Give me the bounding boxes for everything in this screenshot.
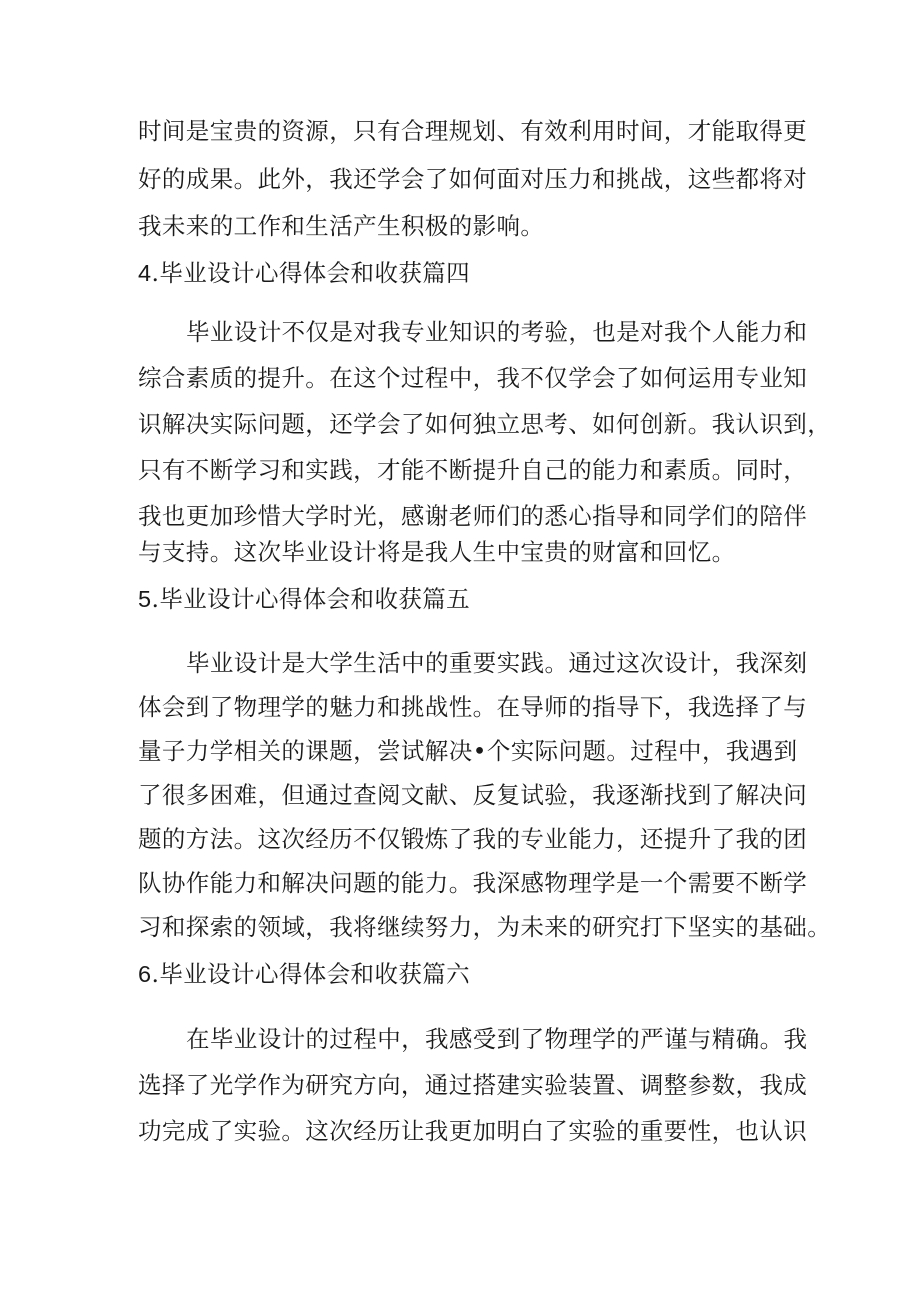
paragraph-line: 时间是宝贵的资源，只有合理规划、有效利用时间，才能取得更 [138, 117, 808, 145]
paragraph-line: 题的方法。这次经历不仅锻炼了我的专业能力，还提升了我的团 [138, 825, 808, 853]
paragraph-line: 毕业设计不仅是对我专业知识的考验，也是对我个人能力和 [186, 318, 808, 346]
paragraph-line: 我未来的工作和生活产生积极的影响。 [138, 212, 545, 240]
section-heading-4 [138, 256, 470, 290]
paragraph-line: 只有不断学习和实践，才能不断提升自己的能力和素质。同时， [138, 456, 808, 484]
paragraph-line: 毕业设计是大学生活中的重要实践。通过这次设计，我深刻 [186, 649, 808, 677]
section-title: .毕业设计心得体会和收获篇四 [151, 259, 471, 287]
paragraph-line: 了很多困难，但通过查阅文献、反复试验，我逐渐找到了解决问 [138, 781, 808, 809]
paragraph-line: 识解决实际问题，还学会了如何独立思考、如何创新。我认识到， [138, 410, 832, 438]
section-number: 5 [138, 586, 152, 612]
section-number: 4 [138, 260, 152, 286]
paragraph-line: 与支持。这次毕业设计将是我人生中宝贵的财富和回忆。 [138, 538, 736, 566]
section-number: 6 [138, 961, 152, 987]
paragraph-line: 我也更加珍惜大学时光，感谢老师们的悉心指导和同学们的陪伴 [138, 502, 808, 530]
paragraph-line: 在毕业设计的过程中，我感受到了物理学的严谨与精确。我 [186, 1025, 808, 1053]
paragraph-line: 综合素质的提升。在这个过程中，我不仅学会了如何运用专业知 [138, 364, 808, 392]
paragraph-line: 选择了光学作为研究方向，通过搭建实验装置、调整参数，我成 [138, 1071, 808, 1099]
paragraph-line: 量子力学相关的课题，尝试解决•个实际问题。过程中，我遇到 [138, 737, 798, 765]
section-title: .毕业设计心得体会和收获篇六 [151, 960, 471, 988]
paragraph-line: 队协作能力和解决问题的能力。我深感物理学是一个需要不断学 [138, 869, 808, 897]
section-heading-5 [138, 582, 470, 616]
paragraph-line: 习和探索的领域，我将继续努力，为未来的研究打下坚实的基础。 [138, 913, 832, 941]
section-title: .毕业设计心得体会和收获篇五 [151, 585, 471, 613]
paragraph-line: 体会到了物理学的魅力和挑战性。在导师的指导下，我选择了与 [138, 693, 808, 721]
section-heading-6 [138, 957, 470, 991]
paragraph-line: 好的成果。此外，我还学会了如何面对压力和挑战，这些都将对 [138, 165, 808, 193]
paragraph-line: 功完成了实验。这次经历让我更加明白了实验的重要性，也认识 [138, 1117, 808, 1145]
